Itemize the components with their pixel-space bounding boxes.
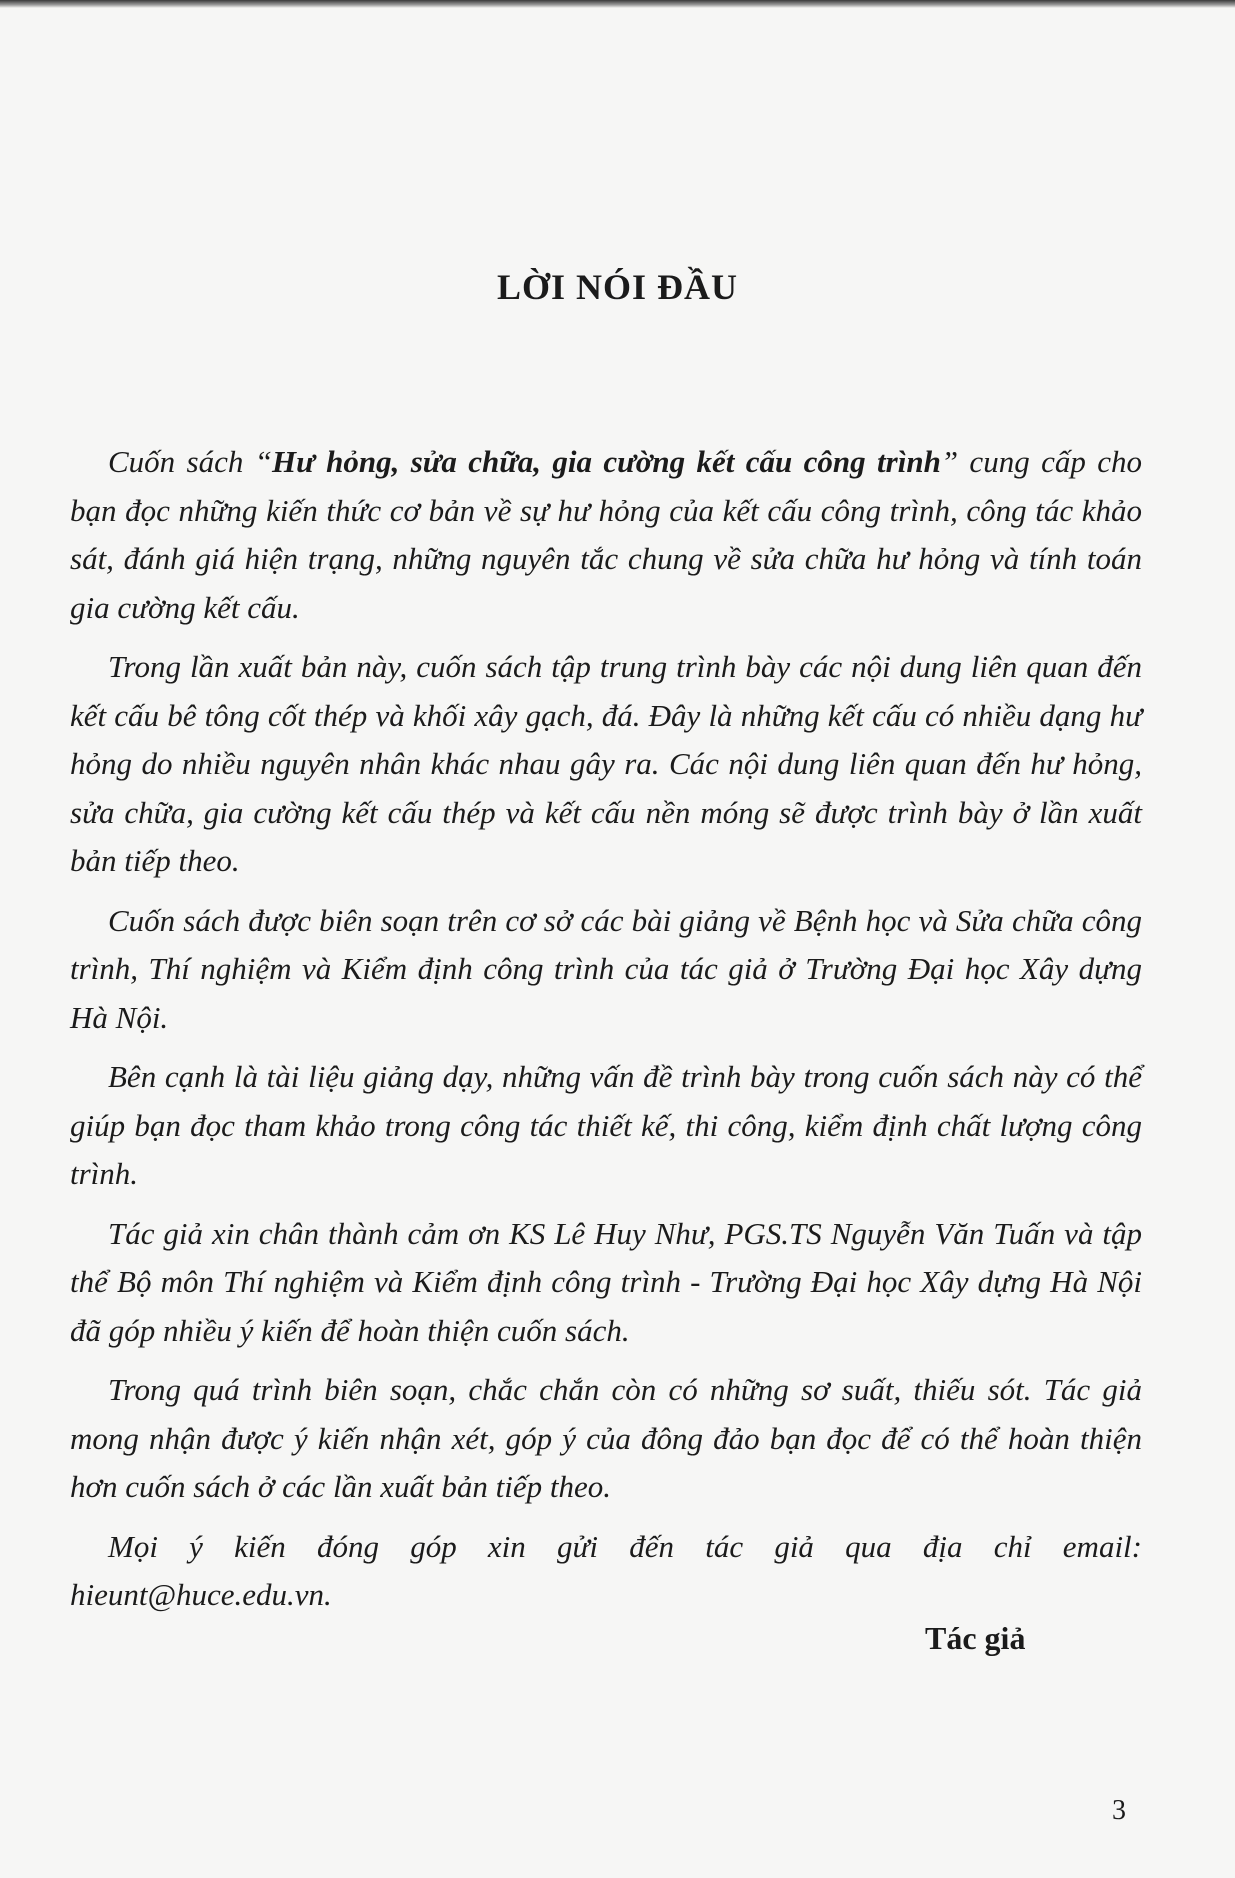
paragraph-1-after: ” cung cấp cho bạn đọc những kiến thức cơ bản về sự hư hỏng của kết cấu công trình, công tác khảo sát, đánh giá hiện trạng, những nguyên tắc chung về sửa chữa hư hỏng và tính toán gia cường kết cấu. bbox=[70, 444, 1142, 625]
paragraph-7 bbox=[70, 1523, 1142, 1620]
page-title: LỜI NÓI ĐẦU bbox=[496, 267, 739, 307]
paragraph-4: Bên cạnh là tài liệu giảng dạy, những vấn đề trình bày trong cuốn sách này có thể giúp bạn đọc tham khảo trong công tác thiết kế, thi công, kiểm định chất lượng công trình. bbox=[70, 1059, 1142, 1191]
paragraph-1-before: Cuốn sách “ bbox=[108, 444, 273, 479]
contact-email: hieunt@huce.edu.vn. bbox=[70, 1577, 332, 1612]
paragraph-1 bbox=[70, 438, 1142, 632]
page-number: 3 bbox=[1112, 1795, 1126, 1826]
author-signature: Tác giả bbox=[925, 1620, 1026, 1656]
paragraph-5: Tác giả xin chân thành cảm ơn KS Lê Huy Như, PGS.TS Nguyễn Văn Tuấn và tập thể Bộ môn Thí nghiệm và Kiểm định công trình - Trường Đại học Xây dựng Hà Nội đã góp nhiều ý kiến để hoàn thiện cuốn sách. bbox=[70, 1215, 1142, 1348]
paragraph-2: Trong lần xuất bản này, cuốn sách tập trung trình bày các nội dung liên quan đến kết cấu bê tông cốt thép và khối xây gạch, đá. Đây là những kết cấu có nhiều dạng hư hỏng do nhiều nguyên nhân khác nhau gây ra. Các nội dung liên quan đến hư hỏng, sửa chữa, gia cường kết cấu thép và kết cấu nền móng sẽ được trình bày ở lần xuất bản tiếp theo. bbox=[70, 649, 1142, 878]
paragraph-3: Cuốn sách được biên soạn trên cơ sở các bài giảng về Bệnh học và Sửa chữa công trình, Thí nghiệm và Kiểm định công trình của tác giả ở Trường Đại học Xây dựng Hà Nội. bbox=[70, 902, 1142, 1035]
page-top-edge bbox=[0, 0, 1235, 8]
paragraph-6: Trong quá trình biên soạn, chắc chắn còn có những sơ suất, thiếu sót. Tác giả mong nhận được ý kiến nhận xét, góp ý của đông đảo bạn đọc để có thể hoàn thiện hơn cuốn sách ở các lần xuất bản tiếp theo. bbox=[70, 1372, 1142, 1504]
paragraph-7-line-1: Mọi ý kiến đóng góp xin gửi đến tác giả qua địa chỉ email: bbox=[108, 1528, 1142, 1564]
preface-body bbox=[70, 438, 1142, 1631]
book-title: Hư hỏng, sửa chữa, gia cường kết cấu công trình bbox=[272, 444, 941, 479]
